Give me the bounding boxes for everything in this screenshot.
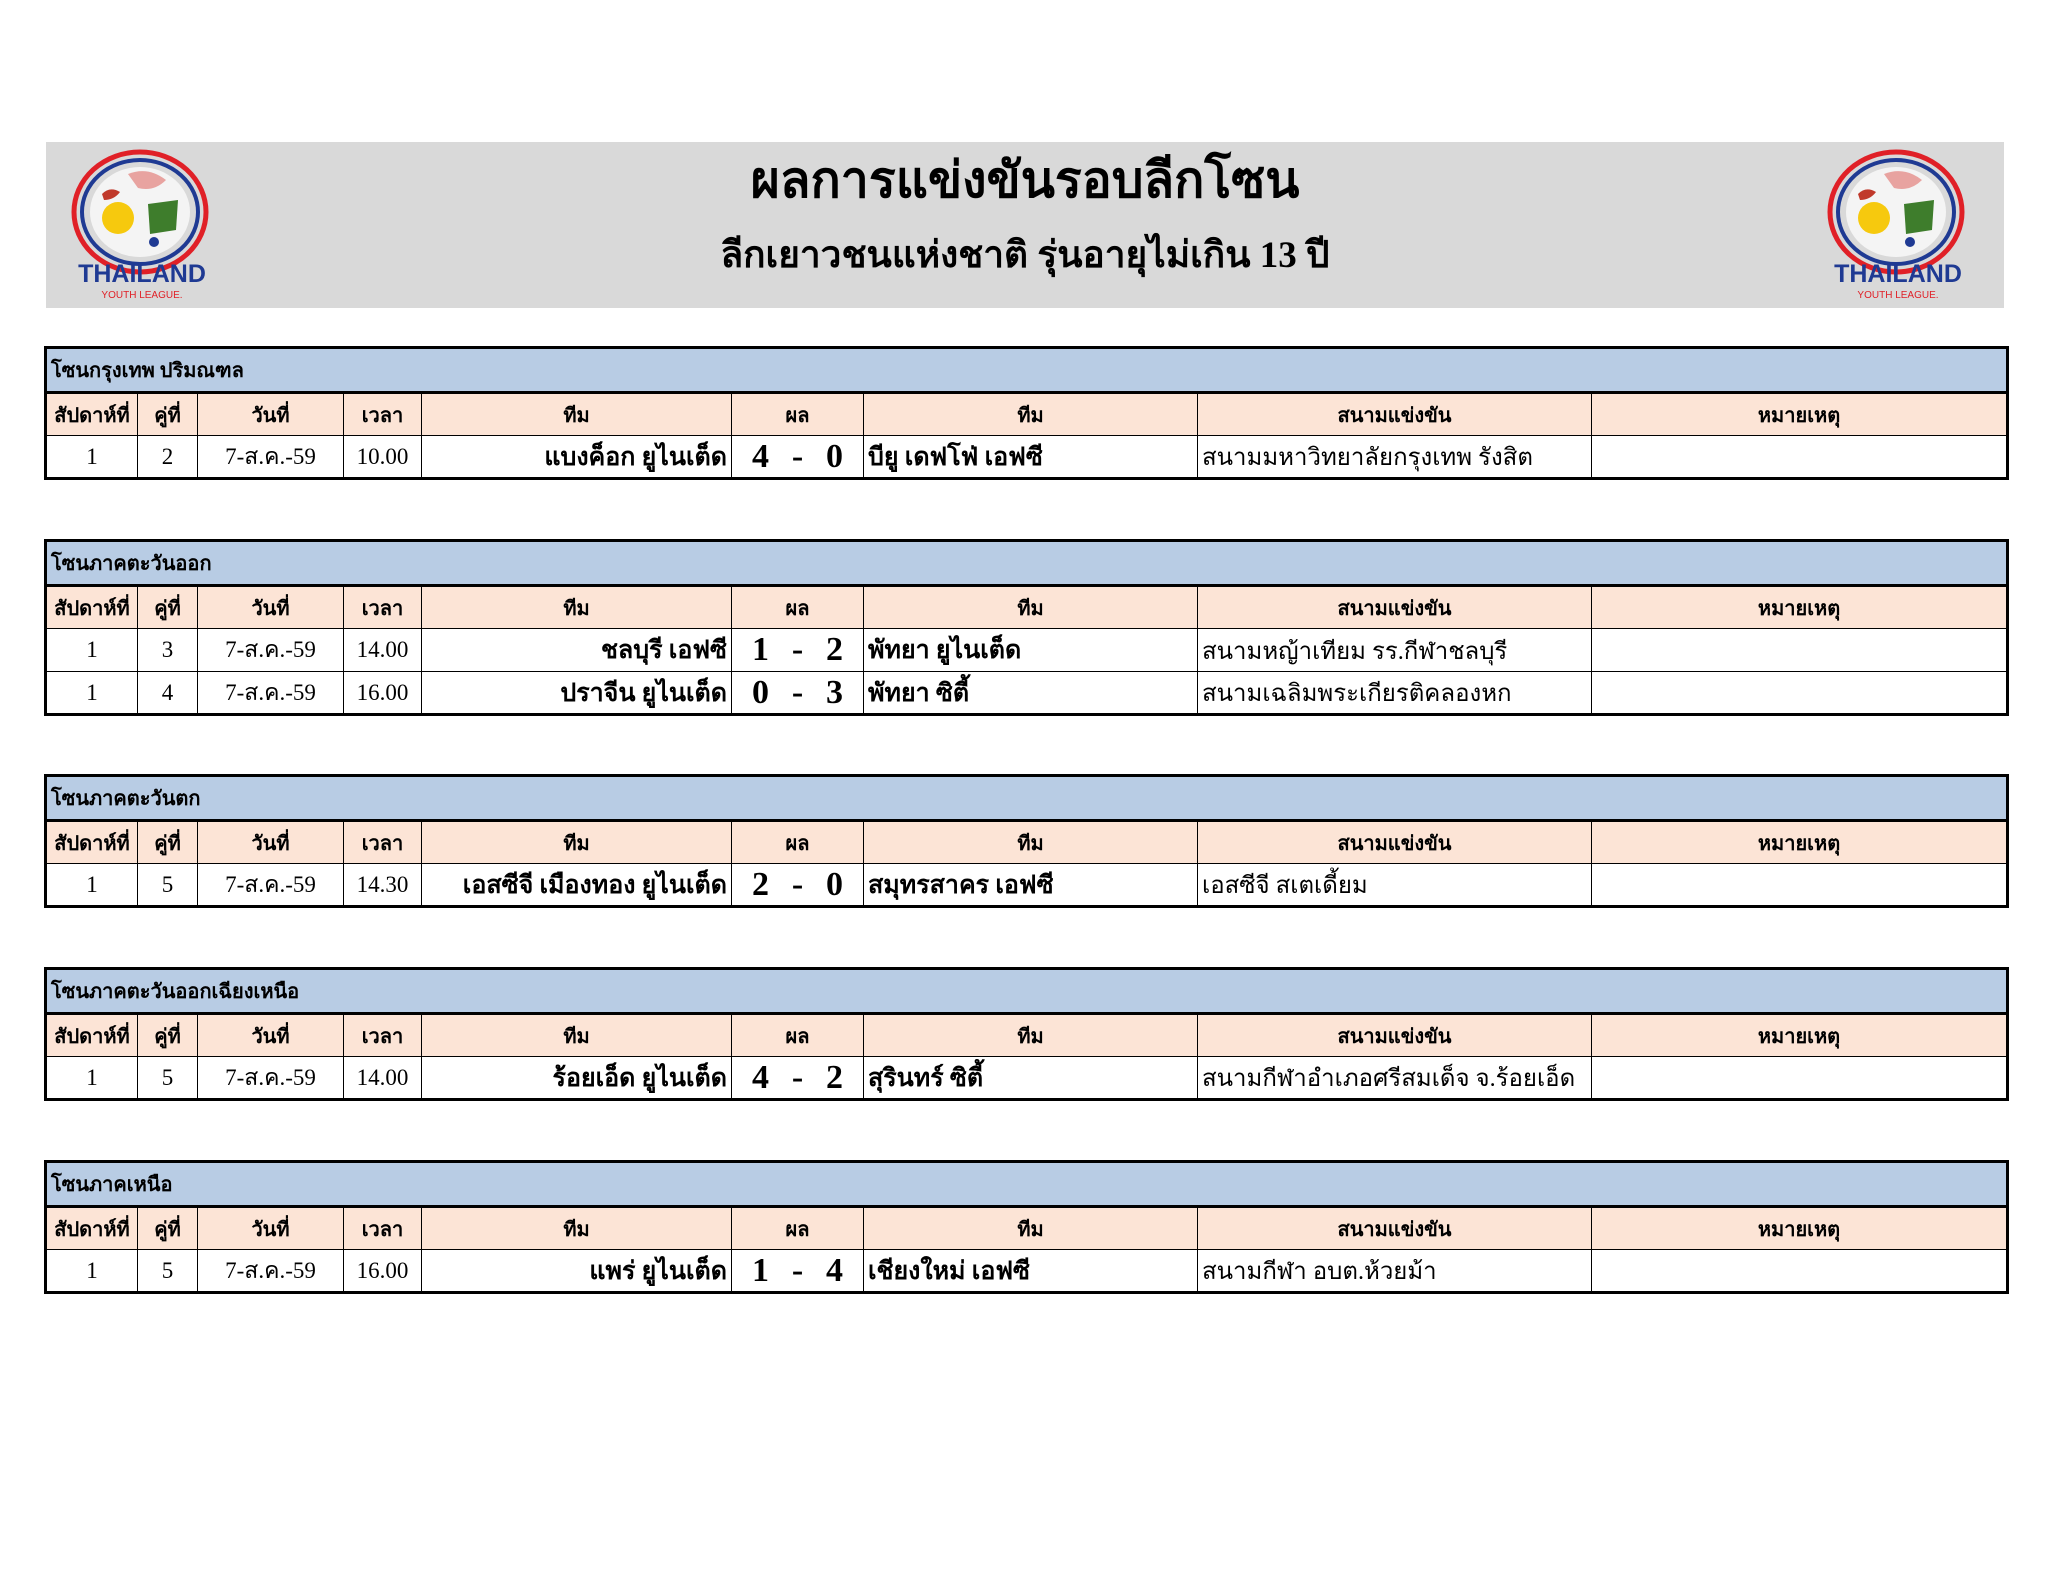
header-time: เวลา: [344, 1207, 422, 1250]
header-week: สัปดาห์ที่: [46, 586, 138, 629]
header-result: ผล: [732, 821, 864, 864]
logo-right: [1814, 146, 1982, 304]
home-score: 1: [752, 1251, 769, 1289]
match-row: [46, 1250, 2008, 1293]
date-cell: 7-ส.ค.-59: [198, 436, 344, 479]
header-venue: สนามแข่งขัน: [1198, 1207, 1592, 1250]
header-venue: สนามแข่งขัน: [1198, 1014, 1592, 1057]
venue-cell: สนามหญ้าเทียม รร.กีฬาชลบุรี: [1198, 629, 1592, 672]
header-match: คู่ที่: [138, 586, 198, 629]
header-week: สัปดาห์ที่: [46, 1014, 138, 1057]
header-away-team: ทีม: [864, 1207, 1198, 1250]
date-cell: 7-ส.ค.-59: [198, 1057, 344, 1100]
header-result: ผล: [732, 1207, 864, 1250]
zone-title: โซนภาคตะวันออกเฉียงเหนือ: [46, 969, 2008, 1014]
home-score: 2: [752, 865, 769, 903]
header-date: วันที่: [198, 393, 344, 436]
header-away-team: ทีม: [864, 1014, 1198, 1057]
header-match: คู่ที่: [138, 1207, 198, 1250]
score-separator: -: [791, 1058, 804, 1096]
header-week: สัปดาห์ที่: [46, 393, 138, 436]
header-away-team: ทีม: [864, 393, 1198, 436]
date-cell: 7-ส.ค.-59: [198, 1250, 344, 1293]
zone-table: [44, 346, 2009, 480]
header-venue: สนามแข่งขัน: [1198, 586, 1592, 629]
zone-table: [44, 539, 2009, 716]
home-score: 4: [752, 437, 769, 475]
match-row: [46, 629, 2008, 672]
svg-text:THAILAND: THAILAND: [78, 260, 206, 288]
week-cell: 1: [46, 864, 138, 907]
header-date: วันที่: [198, 821, 344, 864]
home-team-cell: แบงค็อก ยูไนเต็ด: [422, 436, 732, 479]
header-note: หมายเหตุ: [1592, 821, 2008, 864]
score-separator: -: [791, 437, 804, 475]
header-venue: สนามแข่งขัน: [1198, 821, 1592, 864]
score-cell: [732, 436, 864, 479]
header-note: หมายเหตุ: [1592, 586, 2008, 629]
venue-cell: สนามกีฬา อบต.ห้วยม้า: [1198, 1250, 1592, 1293]
match-number-cell: 3: [138, 629, 198, 672]
match-number-cell: 4: [138, 672, 198, 715]
away-score: 4: [825, 1251, 843, 1289]
match-number-cell: 5: [138, 1250, 198, 1293]
venue-cell: สนามกีฬาอำเภอศรีสมเด็จ จ.ร้อยเอ็ด: [1198, 1057, 1592, 1100]
header-time: เวลา: [344, 1014, 422, 1057]
week-cell: 1: [46, 1057, 138, 1100]
week-cell: 1: [46, 629, 138, 672]
header-time: เวลา: [344, 821, 422, 864]
away-score: 2: [825, 631, 843, 668]
header-note: หมายเหตุ: [1592, 393, 2008, 436]
header-result: ผล: [732, 586, 864, 629]
header-home-team: ทีม: [422, 1207, 732, 1250]
header-venue: สนามแข่งขัน: [1198, 393, 1592, 436]
score-separator: -: [791, 673, 804, 711]
venue-cell: สนามมหาวิทยาลัยกรุงเทพ รังสิต: [1198, 436, 1592, 479]
week-cell: 1: [46, 672, 138, 715]
header-banner: [46, 142, 2004, 308]
header-week: สัปดาห์ที่: [46, 821, 138, 864]
score-cell: [732, 629, 864, 672]
header-date: วันที่: [198, 1014, 344, 1057]
match-number-cell: 2: [138, 436, 198, 479]
header-home-team: ทีม: [422, 586, 732, 629]
away-score: 0: [825, 437, 843, 475]
away-score: 0: [825, 865, 843, 903]
header-home-team: ทีม: [422, 1014, 732, 1057]
away-team-cell: พัทยา ซิตี้: [864, 672, 1198, 715]
match-row: [46, 864, 2008, 907]
away-team-cell: พัทยา ยูไนเต็ด: [864, 629, 1198, 672]
time-cell: 14.00: [344, 1057, 422, 1100]
header-time: เวลา: [344, 586, 422, 629]
zone-title: โซนกรุงเทพ ปริมณฑล: [46, 348, 2008, 393]
zone-title: โซนภาคตะวันออก: [46, 541, 2008, 586]
home-team-cell: ร้อยเอ็ด ยูไนเต็ด: [422, 1057, 732, 1100]
header-home-team: ทีม: [422, 393, 732, 436]
header-date: วันที่: [198, 1207, 344, 1250]
header-away-team: ทีม: [864, 821, 1198, 864]
zone-table: [44, 774, 2009, 908]
page-subtitle: ลีกเยาวชนแห่งชาติ รุ่นอายุไม่เกิน 13 ปี: [720, 235, 1330, 276]
zone-table: [44, 967, 2009, 1101]
note-cell: [1592, 436, 2008, 479]
header-time: เวลา: [344, 393, 422, 436]
note-cell: [1592, 1250, 2008, 1293]
match-row: [46, 1057, 2008, 1100]
match-row: [46, 672, 2008, 715]
thailand-youth-league-logo-icon: [1814, 146, 1982, 304]
score-separator: -: [791, 865, 804, 903]
header-result: ผล: [732, 1014, 864, 1057]
time-cell: 10.00: [344, 436, 422, 479]
zone-title: โซนภาคตะวันตก: [46, 776, 2008, 821]
note-cell: [1592, 672, 2008, 715]
score-cell: [732, 1250, 864, 1293]
header-date: วันที่: [198, 586, 344, 629]
note-cell: [1592, 629, 2008, 672]
zone-title: โซนภาคเหนือ: [46, 1162, 2008, 1207]
header-home-team: ทีม: [422, 821, 732, 864]
match-number-cell: 5: [138, 864, 198, 907]
header-match: คู่ที่: [138, 393, 198, 436]
home-score: 1: [752, 631, 769, 668]
away-team-cell: บียู เดฟโฟ่ เอฟซี: [864, 436, 1198, 479]
week-cell: 1: [46, 1250, 138, 1293]
note-cell: [1592, 1057, 2008, 1100]
svg-text:YOUTH LEAGUE.: YOUTH LEAGUE.: [1857, 290, 1939, 301]
time-cell: 14.00: [344, 629, 422, 672]
away-team-cell: เชียงใหม่ เอฟซี: [864, 1250, 1198, 1293]
svg-text:THAILAND: THAILAND: [1834, 260, 1962, 288]
header-away-team: ทีม: [864, 586, 1198, 629]
venue-cell: สนามเฉลิมพระเกียรติคลองหก: [1198, 672, 1592, 715]
home-team-cell: แพร่ ยูไนเต็ด: [422, 1250, 732, 1293]
home-score: 4: [752, 1058, 769, 1096]
away-team-cell: สุรินทร์ ซิตี้: [864, 1057, 1198, 1100]
header-note: หมายเหตุ: [1592, 1014, 2008, 1057]
away-team-cell: สมุทรสาคร เอฟซี: [864, 864, 1198, 907]
venue-cell: เอสซีจี สเตเดี้ยม: [1198, 864, 1592, 907]
home-team-cell: เอสซีจี เมืองทอง ยูไนเต็ด: [422, 864, 732, 907]
header-week: สัปดาห์ที่: [46, 1207, 138, 1250]
score-cell: [732, 1057, 864, 1100]
header-result: ผล: [732, 393, 864, 436]
match-number-cell: 5: [138, 1057, 198, 1100]
away-score: 3: [825, 673, 843, 711]
score-cell: [732, 672, 864, 715]
match-row: [46, 436, 2008, 479]
date-cell: 7-ส.ค.-59: [198, 629, 344, 672]
date-cell: 7-ส.ค.-59: [198, 864, 344, 907]
home-score: 0: [752, 673, 769, 711]
away-score: 2: [825, 1058, 843, 1096]
page-title: ผลการแข่งขันรอบลีกโซน: [750, 152, 1300, 208]
time-cell: 16.00: [344, 1250, 422, 1293]
note-cell: [1592, 864, 2008, 907]
score-separator: -: [791, 631, 804, 668]
date-cell: 7-ส.ค.-59: [198, 672, 344, 715]
svg-text:YOUTH LEAGUE.: YOUTH LEAGUE.: [101, 290, 183, 301]
time-cell: 16.00: [344, 672, 422, 715]
zone-table: [44, 1160, 2009, 1294]
header-match: คู่ที่: [138, 1014, 198, 1057]
score-separator: -: [791, 1251, 804, 1289]
score-cell: [732, 864, 864, 907]
header-note: หมายเหตุ: [1592, 1207, 2008, 1250]
time-cell: 14.30: [344, 864, 422, 907]
header-match: คู่ที่: [138, 821, 198, 864]
home-team-cell: ชลบุรี เอฟซี: [422, 629, 732, 672]
week-cell: 1: [46, 436, 138, 479]
home-team-cell: ปราจีน ยูไนเต็ด: [422, 672, 732, 715]
